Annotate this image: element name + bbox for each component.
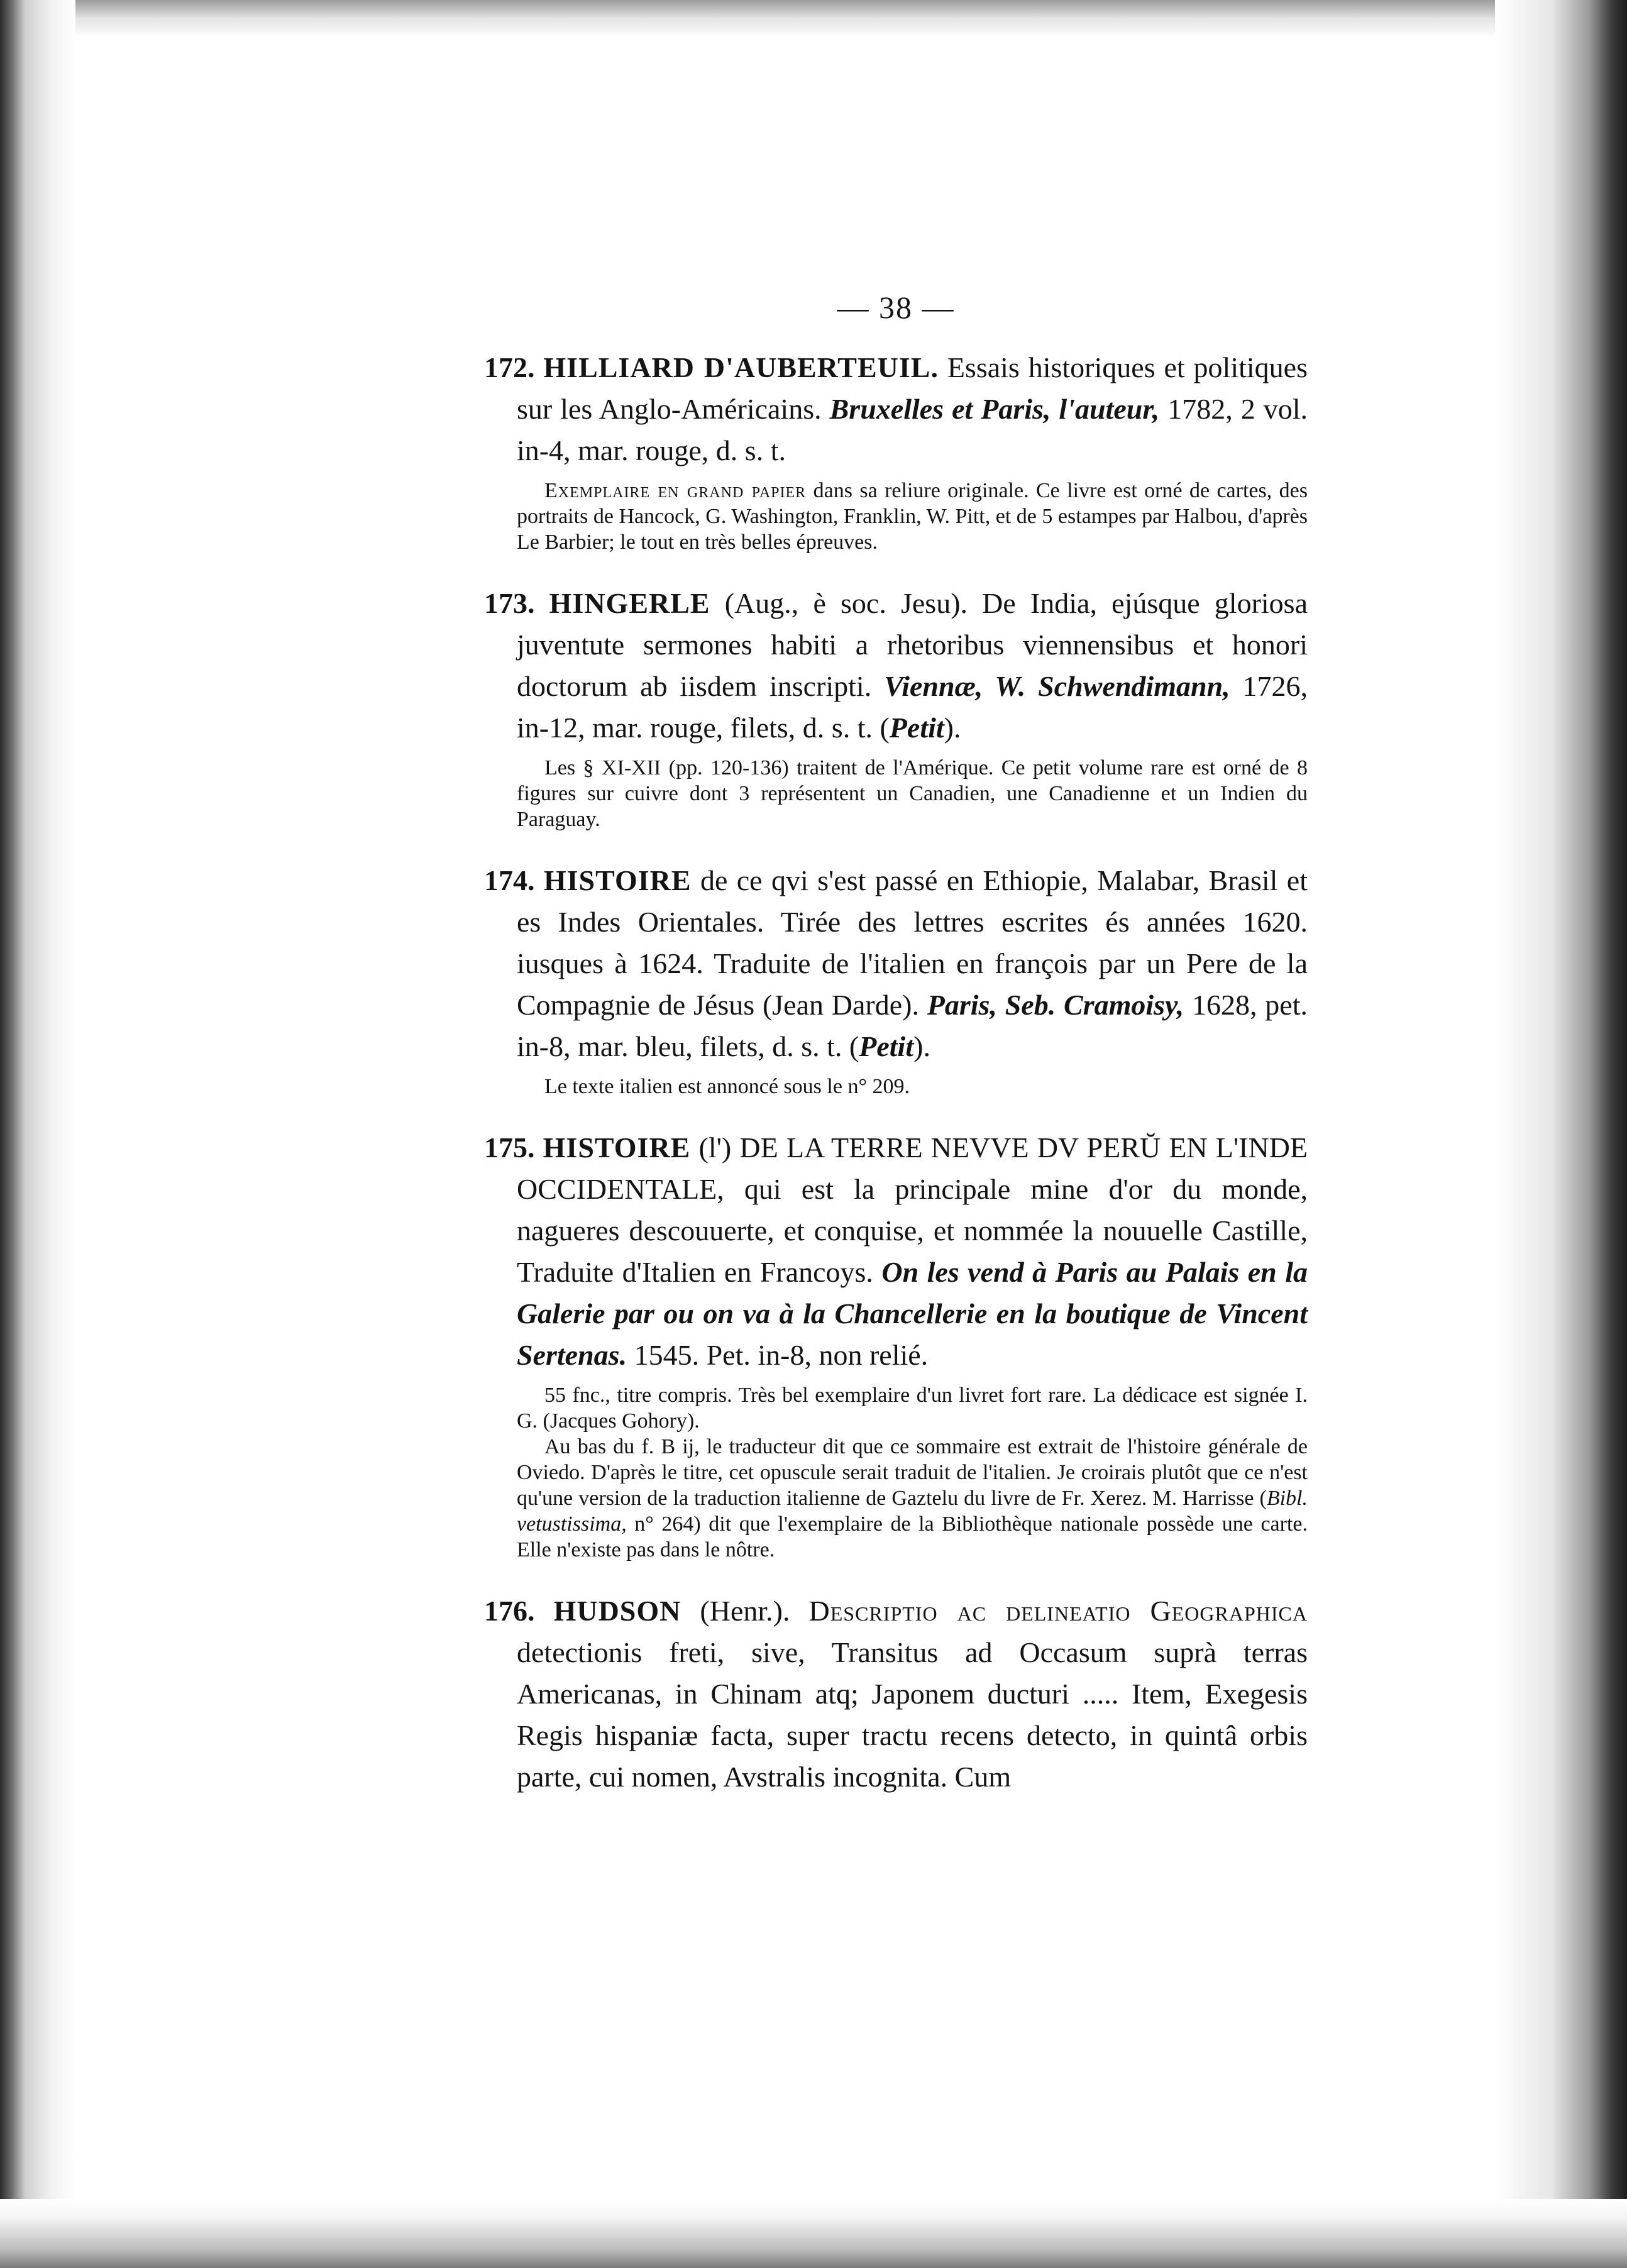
entry-title: de ce qvi s'est passé en Ethiopie, Malabar, Brasil et es Indes Orientales. Tirée des lettres escrites és années 1620. iusques à 1624. Traduite de l'italien en françois par un Pere de la Compagnie de Jésus (Jean Darde).	[517, 864, 1308, 1021]
entry-title-smallcaps: Descriptio ac delineatio Geographica	[808, 1595, 1308, 1627]
catalog-entry-173	[484, 583, 1308, 832]
page-content	[484, 289, 1308, 1825]
note-italic-ref: Bibl. vetustissima,	[517, 1487, 1308, 1536]
entry-number: 176.	[484, 1595, 535, 1627]
entry-text	[484, 860, 1308, 1067]
entry-author: HISTOIRE	[543, 1131, 691, 1164]
entry-note	[517, 478, 1308, 555]
entry-imprint: Viennæ, W. Schwendimann,	[884, 670, 1230, 702]
entry-imprint: Bruxelles et Paris, l'auteur,	[829, 393, 1160, 425]
entry-details: 1545. Pet. in-8, non relié.	[627, 1339, 929, 1371]
entry-details-end: ).	[913, 1030, 930, 1062]
entry-title: (Henr.).	[681, 1595, 809, 1627]
note-smallcaps: Exemplaire en grand papier	[544, 479, 807, 502]
entry-author: HISTOIRE	[543, 864, 692, 896]
entry-text	[484, 583, 1308, 749]
entry-imprint: Paris, Seb. Cramoisy,	[927, 989, 1184, 1021]
note-text: dans sa reliure originale. Ce livre est orné de cartes, des portraits de Hancock, G. Washington, Franklin, W. Pitt, et de 5 estampes par Halbou, d'après Le Barbier; le tout en très belles épreuves.	[517, 479, 1308, 554]
scan-edge-left	[0, 0, 75, 2268]
entry-title: detectionis freti, sive, Transitus ad Occasum suprà terras Americanas, in Chinam atq; Japonem ducturi ..... Item, Exegesis Regis hispaniæ facta, super tractu recens detecto, in quintâ orbis parte, cui nomen, Avstralis incognita. Cum	[517, 1636, 1308, 1793]
catalog-entry-175	[484, 1127, 1308, 1563]
entry-note: Les § XI-XII (pp. 120-136) traitent de l'Amérique. Ce petit volume rare est orné de 8 figures sur cuivre dont 3 représentent un Canadien, une Canadienne et un Indien du Paraguay.	[517, 756, 1308, 831]
entry-imprint: On les vend à Paris au Palais en la Galerie par ou on va à la Chancellerie en la boutique de Vincent Sertenas.	[517, 1256, 1308, 1371]
entry-author: HINGERLE	[549, 587, 710, 619]
scan-edge-right	[1495, 0, 1627, 2268]
note-text: n° 264) dit que l'exemplaire de la Bibliothèque nationale possède une carte. Elle n'existe pas dans le nôtre.	[517, 1512, 1308, 1561]
entry-details-end: ).	[944, 712, 961, 744]
entry-text	[484, 1590, 1308, 1798]
scan-edge-bottom	[0, 2199, 1627, 2268]
entry-note: 55 fnc., titre compris. Très bel exemplaire d'un livret fort rare. La dédicace est signée I. G. (Jacques Gohory).	[517, 1384, 1308, 1433]
entry-author: HUDSON	[553, 1595, 681, 1627]
entry-number: 175.	[484, 1131, 535, 1164]
entry-title: (Aug., è soc. Jesu). De India, ejúsque gloriosa juventute sermones habiti a rhetoribus viennensibus et honori doctorum ab iisdem inscripti.	[517, 587, 1308, 702]
page-number: — 38 —	[837, 290, 955, 325]
entry-details: 1782, 2 vol. in-4, mar. rouge, d. s. t.	[517, 393, 1308, 466]
entry-binder: Petit	[889, 712, 944, 744]
catalog-entry-172	[484, 347, 1308, 555]
entry-author: HILLIARD D'AUBERTEUIL.	[543, 351, 939, 383]
catalog-entry-176	[484, 1590, 1308, 1798]
entry-title: (l') DE LA TERRE NEVVE DV PERŬ EN L'INDE OCCIDENTALE, qui est la principale mine d'or du monde, nagueres descouuerte, et conquise, et nommée la nouuelle Castille, Traduite d'Italien en Francoys.	[517, 1131, 1308, 1288]
scan-edge-top	[0, 0, 1627, 38]
entry-binder: Petit	[859, 1030, 914, 1062]
entry-details: 1628, pet. in-8, mar. bleu, filets, d. s. t. (	[517, 989, 1308, 1062]
note-text: Au bas du f. B ij, le traducteur dit que ce sommaire est extrait de l'histoire générale de Oviedo. D'après le titre, cet opuscule serait traduit de l'italien. Je croirais plutôt que ce n'est qu'une version de la traduction italienne de Gaztelu du livre de Fr. Xerez. M. Harrisse (	[517, 1435, 1308, 1510]
entry-note: Le texte italien est annoncé sous le n° 209.	[544, 1075, 910, 1098]
entry-text	[484, 1127, 1308, 1376]
entry-note	[517, 1434, 1308, 1563]
entry-number: 172.	[484, 351, 535, 383]
entry-details: 1726, in-12, mar. rouge, filets, d. s. t. (	[517, 670, 1308, 744]
entry-title: Essais historiques et politiques sur les Anglo-Américains.	[517, 351, 1308, 425]
entry-text	[484, 347, 1308, 471]
catalog-entry-174	[484, 860, 1308, 1099]
entry-number: 174.	[484, 864, 535, 896]
entry-number: 173.	[484, 587, 535, 619]
